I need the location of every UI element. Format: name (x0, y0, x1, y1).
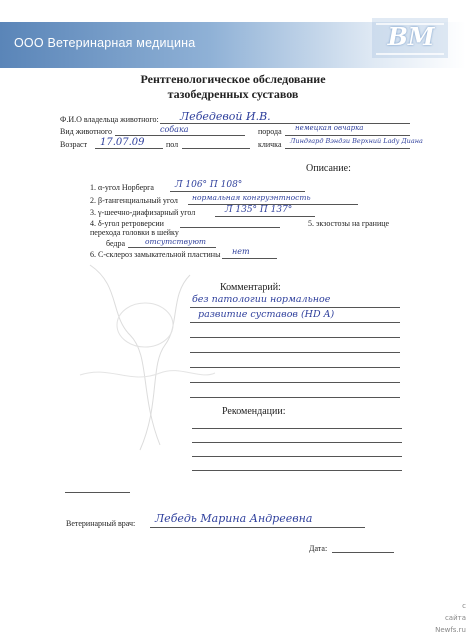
comment-line-7 (190, 397, 400, 398)
species-line (115, 135, 245, 136)
item6-line (222, 258, 277, 259)
owner-label: Ф.И.О владельца животного: (60, 115, 159, 124)
comment-line-6 (190, 382, 400, 383)
vet-line (150, 527, 365, 528)
hip-joint-sketch (70, 255, 220, 455)
description-heading: Описание: (306, 163, 351, 174)
item5-value: отсутствуют (145, 237, 207, 246)
divider-line (65, 492, 130, 493)
sex-line (182, 148, 250, 149)
species-label: Вид животного (60, 127, 112, 136)
item1-value: Л 106° П 108° (175, 180, 243, 190)
age-line (95, 148, 163, 149)
owner-value: Лебедевой И.В. (180, 110, 271, 123)
item6-label: 6. С-склероз замыкательной пластины (90, 250, 221, 259)
watermark-line2: сайта (444, 614, 466, 622)
rec-line-2 (192, 442, 402, 443)
rec-line-3 (192, 456, 402, 457)
age-value: 17.07.09 (100, 137, 145, 148)
item5-line2: перехода головки в шейку (90, 228, 179, 237)
breed-label: порода (258, 127, 282, 136)
document-title-line1: Рентгенологическое обследование (140, 72, 326, 86)
logo-text: ВМ (387, 22, 435, 51)
item4-label: 4. δ-угол ретроверсии (90, 219, 164, 228)
vet-label: Ветеринарный врач: (66, 519, 136, 528)
owner-line (160, 123, 410, 124)
item1-line (170, 191, 305, 192)
age-label: Возраст (60, 140, 88, 149)
date-line (332, 552, 394, 553)
item2-label: 2. β-тангенциальный угол (90, 196, 178, 205)
item3-value: Л 135° П 137° (225, 205, 293, 215)
comment-line-1 (190, 307, 400, 308)
comment-text-1: без патологии нормальное (192, 294, 331, 305)
nickname-line (285, 148, 410, 149)
watermark-line3: Newfs.ru (435, 626, 466, 634)
recommendations-heading: Рекомендации: (222, 406, 286, 417)
sex-label: пол (166, 140, 179, 149)
item2-value: нормальная конгруэнтность (192, 193, 311, 202)
watermark-line1: c (462, 602, 466, 610)
nickname-label: кличка (258, 140, 282, 149)
item3-line (215, 216, 315, 217)
breed-value: немецкая овчарка (295, 124, 364, 132)
item3-label: 3. γ-шеечно-диафизарный угол (90, 208, 196, 217)
site-watermark (426, 600, 466, 636)
comment-line-3 (190, 337, 400, 338)
species-value: собака (160, 125, 189, 134)
comments-heading: Комментарий: (220, 282, 281, 293)
breed-line (285, 135, 410, 136)
vet-signature: Лебедь Марина Андреевна (155, 512, 313, 525)
comment-line-5 (190, 367, 400, 368)
item5-line3: бедра (106, 239, 126, 248)
comment-text-2: развитие суставов (HD A) (198, 309, 335, 320)
date-label: Дата: (309, 544, 328, 553)
item5-line (128, 247, 216, 248)
nickname-value: Линдгард Вэндзи Верхний Lady Диана (290, 137, 423, 145)
company-name: ООО Ветеринарная медицина (14, 36, 196, 50)
document-title-line2: тазобедренных суставов (167, 87, 299, 101)
rec-line-1 (192, 428, 402, 429)
comment-line-4 (190, 352, 400, 353)
rec-line-4 (192, 470, 402, 471)
item1-label: 1. α-угол Норберга (90, 183, 154, 192)
item6-value: нет (232, 247, 250, 256)
item4-line (180, 227, 280, 228)
item5-label: 5. экзостозы на границе (308, 219, 390, 228)
comment-line-2 (190, 322, 400, 323)
